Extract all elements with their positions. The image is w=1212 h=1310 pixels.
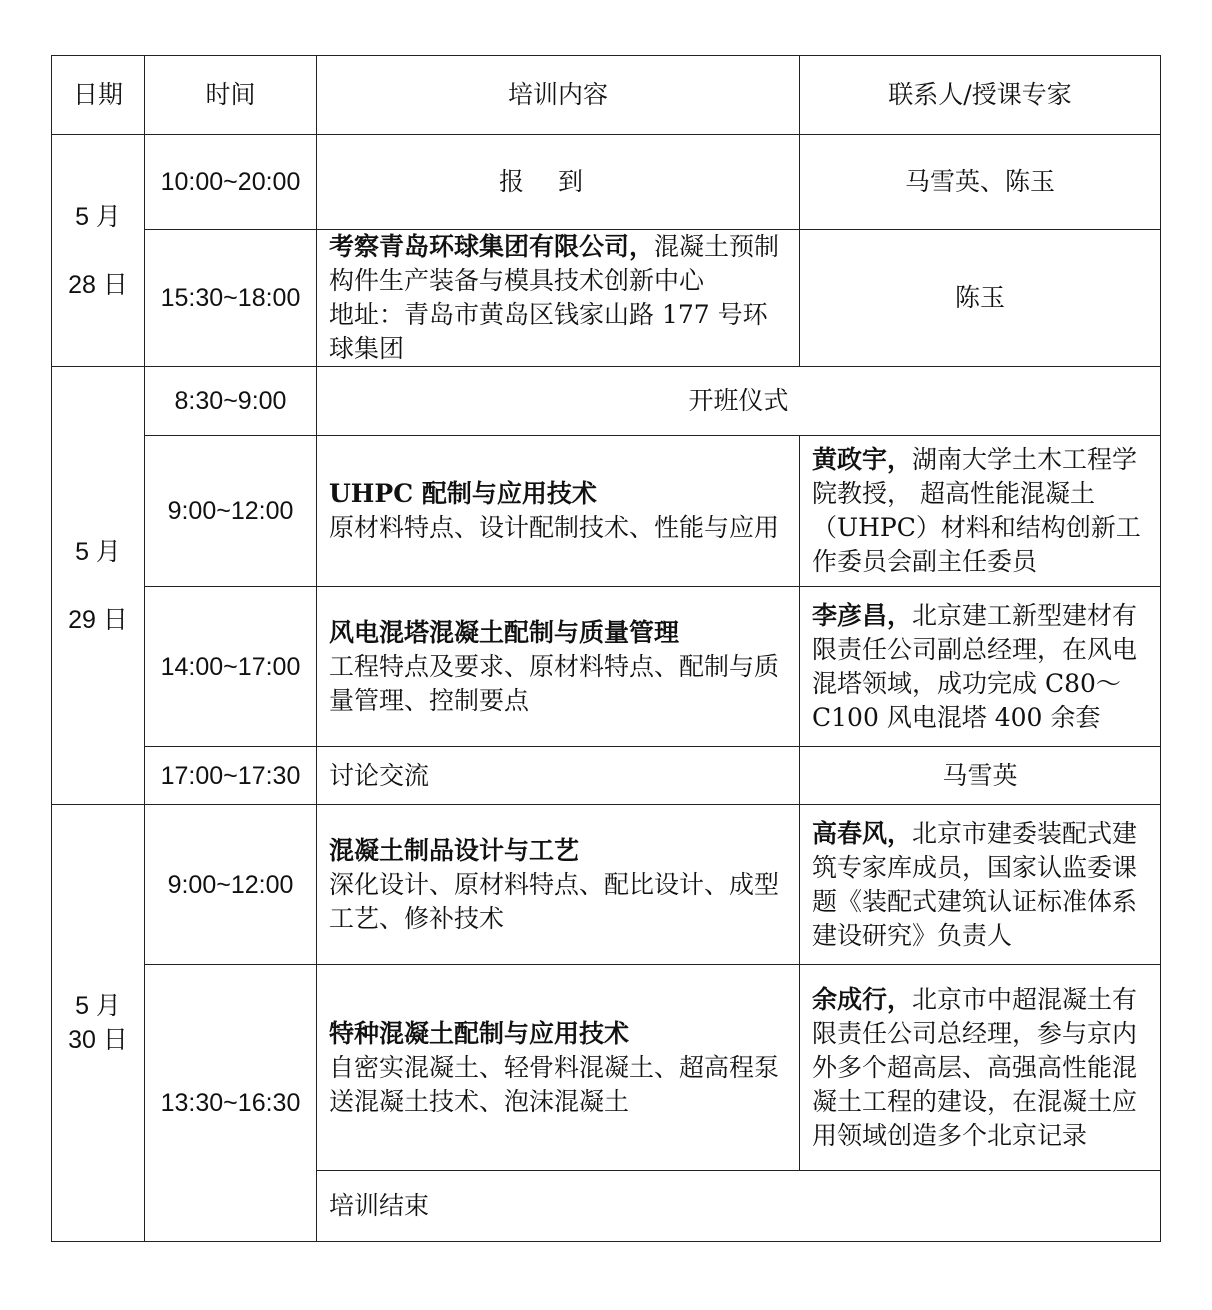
time-cell: 17:00~17:30 — [145, 747, 317, 805]
date-month: 5 月 — [75, 202, 121, 231]
table-row — [52, 230, 1161, 367]
contact-cell — [800, 587, 1161, 747]
date-day: 28 日 — [68, 270, 128, 299]
table-row — [52, 367, 1161, 436]
content-cell — [317, 965, 800, 1171]
header-row — [52, 56, 1161, 135]
content-title: 混凝土制品设计与工艺 — [329, 835, 580, 865]
table-row — [52, 135, 1161, 230]
date-cell-30 — [52, 805, 145, 1242]
date-month: 5 月 — [75, 992, 121, 1020]
date-cell-28 — [52, 135, 145, 367]
contact-cell: 陈玉 — [800, 230, 1161, 367]
content-detail: 工程特点及要求、原材料特点、配制与质量管理、控制要点 — [329, 651, 780, 715]
header-date: 日期 — [52, 56, 145, 135]
content-cell — [317, 587, 800, 747]
header-time: 时间 — [145, 56, 317, 135]
content-cell — [317, 135, 800, 230]
expert-name: 余成行， — [812, 984, 913, 1014]
contact-cell: 马雪英 — [800, 747, 1161, 805]
date-month: 5 月 — [75, 537, 121, 566]
content-cell — [317, 436, 800, 587]
time-cell: 10:00~20:00 — [145, 135, 317, 230]
content-title: UHPC 配制与应用技术 — [329, 479, 597, 508]
expert-desc: 北京建工新型建材有限责任公司副总经理，在风电混塔领域，成功完成 C80～C100 风电混塔 400 余套 — [812, 600, 1138, 732]
schedule-table — [51, 55, 1161, 1242]
header-content: 培训内容 — [317, 56, 800, 135]
content-title: 考察青岛环球集团有限公司， — [329, 232, 655, 261]
content-title: 风电混塔混凝土配制与质量管理 — [329, 617, 680, 647]
table-row — [52, 965, 1161, 1171]
date-day: 30 日 — [68, 1026, 128, 1054]
content-text: 报到 — [498, 167, 617, 196]
time-cell: 15:30~18:00 — [145, 230, 317, 367]
time-cell: 8:30~9:00 — [145, 367, 317, 436]
content-cell: 讨论交流 — [317, 747, 800, 805]
content-text — [329, 230, 787, 298]
expert-name: 黄政宇， — [812, 445, 913, 474]
time-cell: 14:00~17:00 — [145, 587, 317, 747]
table-row — [52, 587, 1161, 747]
time-cell: 9:00~12:00 — [145, 805, 317, 965]
expert-desc: 湖南大学土木工程学院教授， 超高性能混凝土（UHPC）材料和结构创新工作委员会副主任委员 — [812, 445, 1141, 576]
content-address: 地址：青岛市黄岛区钱家山路 177 号环球集团 — [329, 300, 768, 363]
expert-name: 高春风， — [812, 818, 913, 848]
content-cell — [317, 230, 800, 367]
time-cell: 13:30~16:30 — [145, 965, 317, 1242]
table-row — [52, 747, 1161, 805]
table-row — [52, 436, 1161, 587]
expert-desc: 北京市建委装配式建筑专家库成员，国家认监委课题《装配式建筑认证标准体系建设研究》负责人 — [812, 818, 1138, 950]
date-cell-29 — [52, 367, 145, 805]
content-cell — [317, 805, 800, 965]
content-cell: 培训结束 — [317, 1171, 1161, 1242]
content-cell: 开班仪式 — [317, 367, 1161, 436]
content-rest: 混凝土预制构件生产装备与模具技术创新中心 — [329, 232, 780, 295]
content-title: 特种混凝土配制与应用技术 — [329, 1018, 630, 1048]
time-cell: 9:00~12:00 — [145, 436, 317, 587]
contact-cell — [800, 965, 1161, 1171]
header-contact: 联系人/授课专家 — [800, 56, 1161, 135]
contact-cell — [800, 436, 1161, 587]
expert-desc: 北京市中超混凝土有限责任公司总经理，参与京内外多个超高层、高强高性能混凝土工程的建设，在混凝土应用领域创造多个北京记录 — [812, 984, 1138, 1150]
contact-cell — [800, 805, 1161, 965]
date-day: 29 日 — [68, 605, 128, 634]
content-detail: 原材料特点、设计配制技术、性能与应用 — [329, 513, 780, 542]
content-detail: 深化设计、原材料特点、配比设计、成型工艺、修补技术 — [329, 869, 780, 933]
content-detail: 自密实混凝土、轻骨料混凝土、超高程泵送混凝土技术、泡沫混凝土 — [329, 1052, 780, 1116]
contact-cell: 马雪英、陈玉 — [800, 135, 1161, 230]
expert-name: 李彦昌， — [812, 600, 913, 630]
table-row — [52, 805, 1161, 965]
